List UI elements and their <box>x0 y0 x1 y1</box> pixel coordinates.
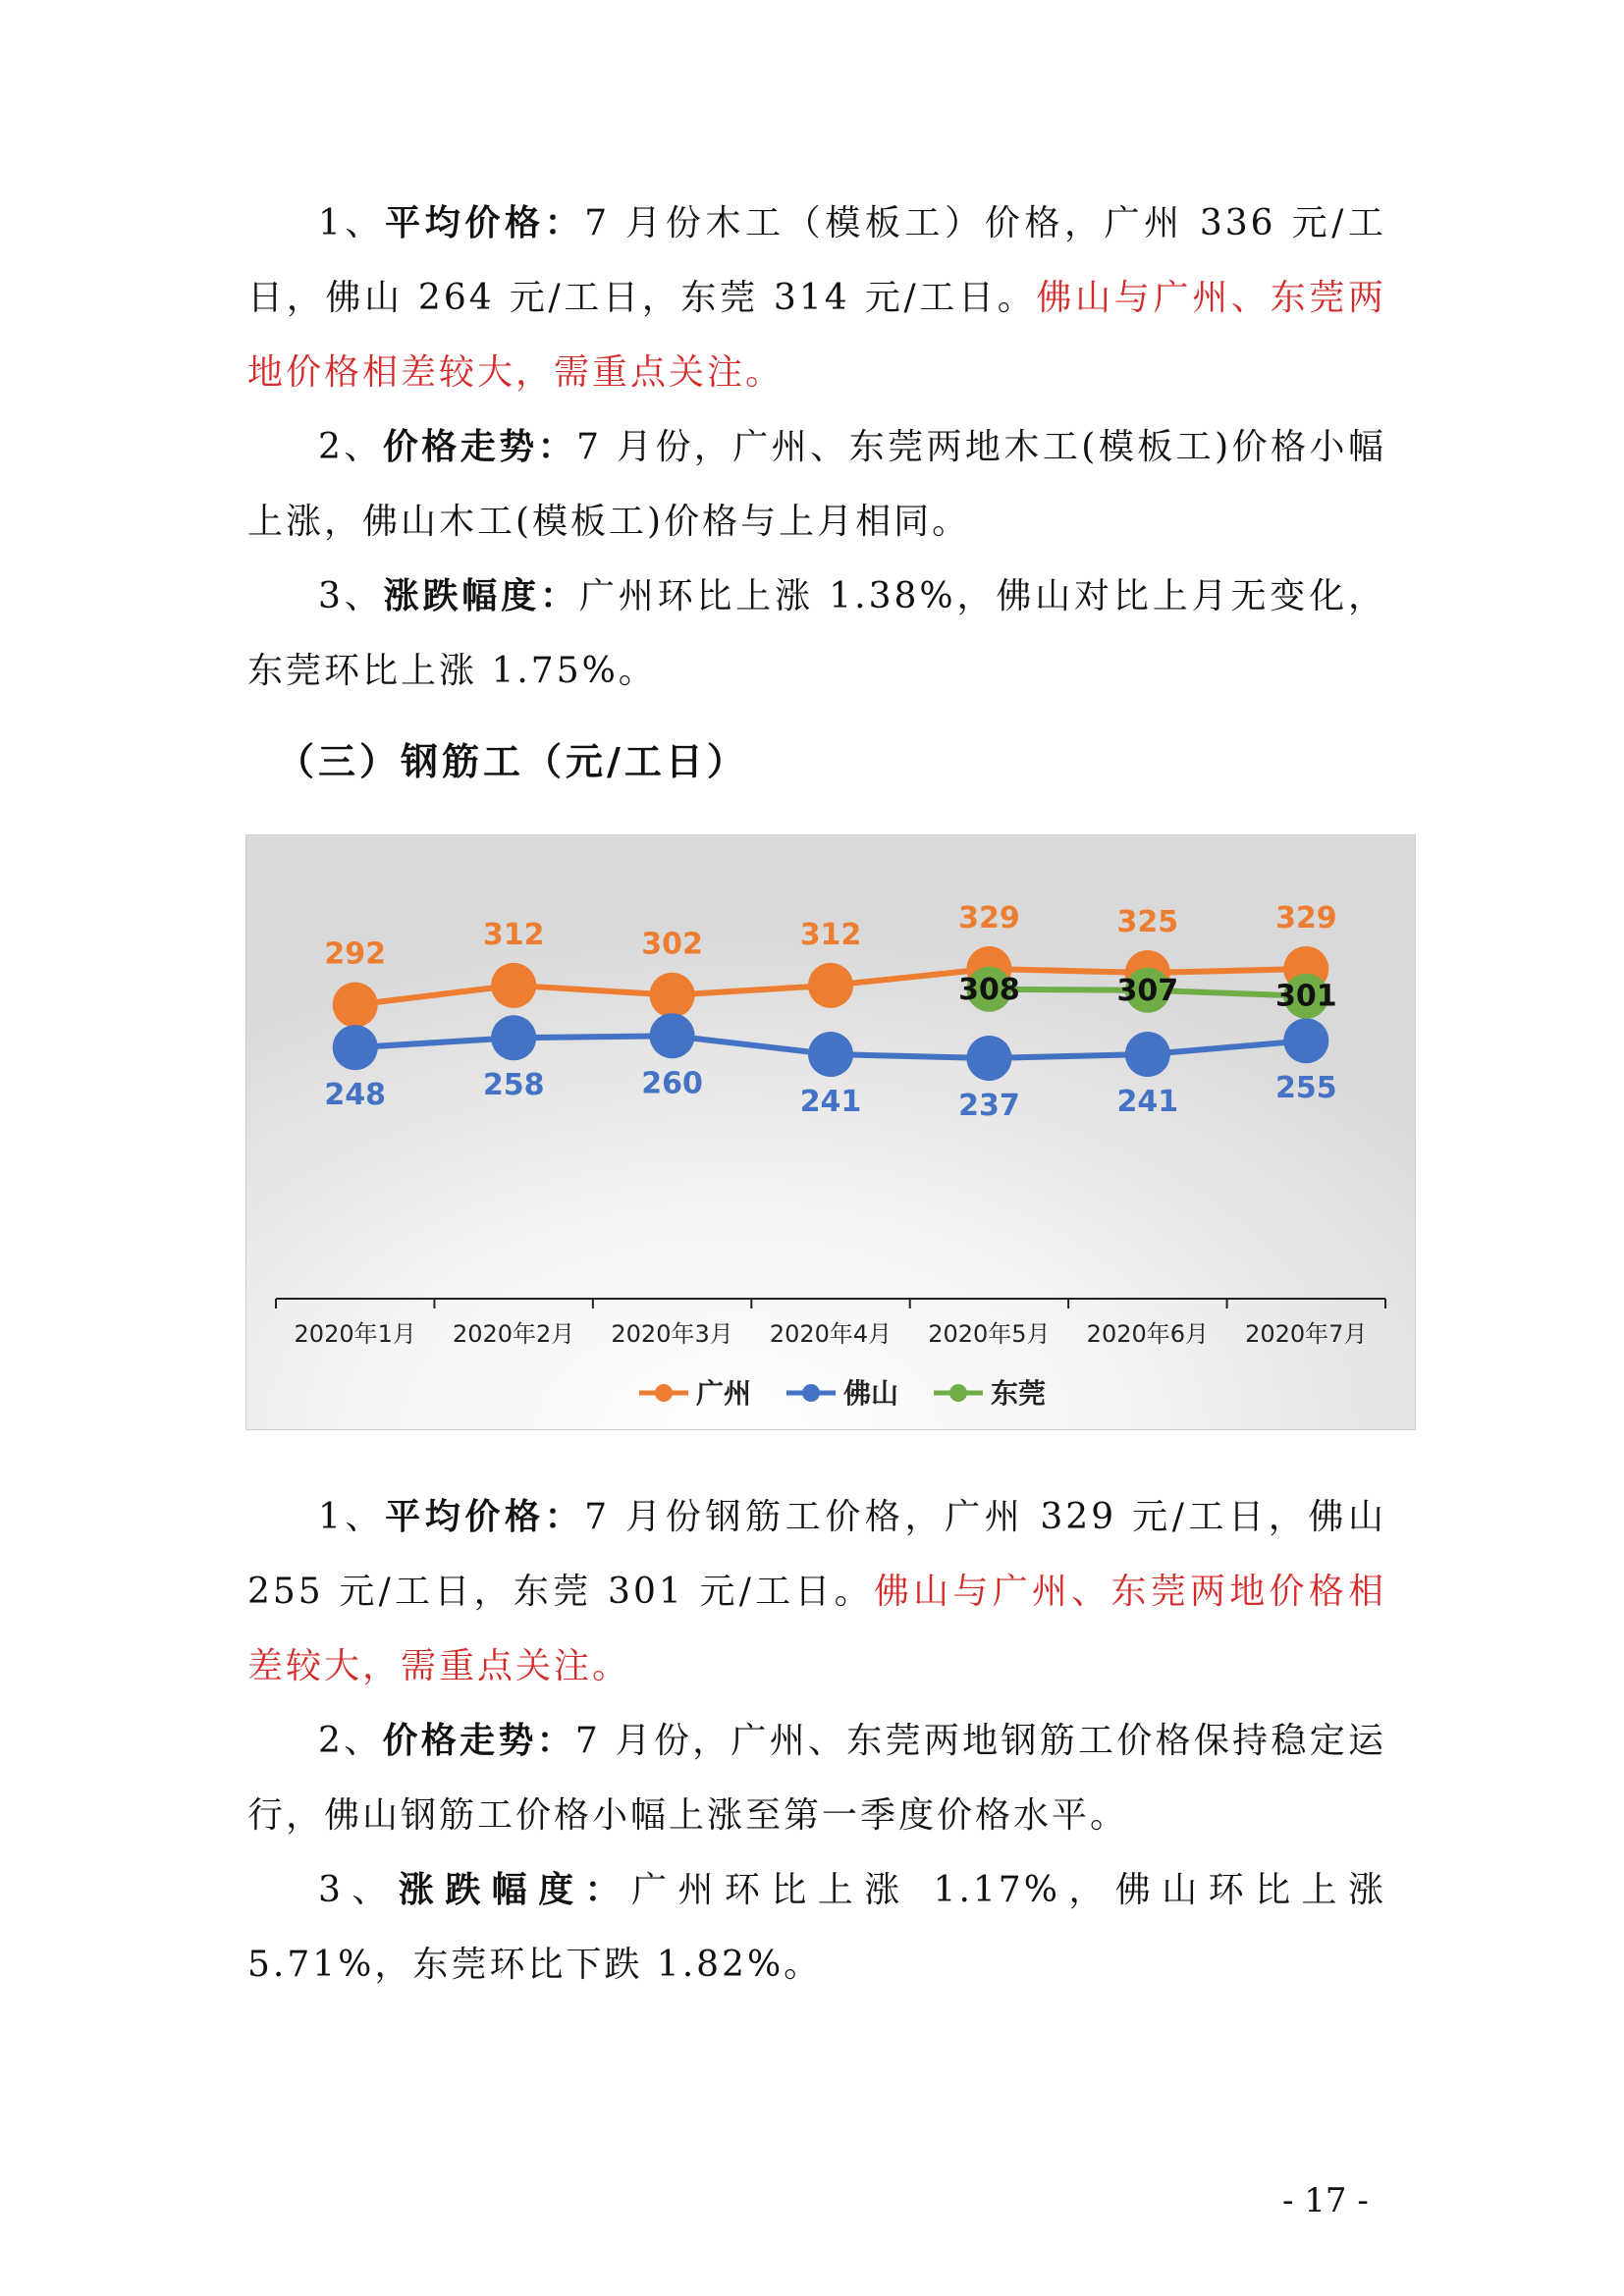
data-label-东莞: 307 <box>1116 973 1179 1008</box>
para-text: 7 月份，广州、东莞两地钢筋工价格保持稳定运行，佛山钢筋工价格小幅上涨至第一季度价格水平。 <box>247 1721 1386 1836</box>
data-label-广州: 302 <box>641 927 703 962</box>
para-label: 价格走势： <box>382 1721 575 1761</box>
data-point-广州 <box>650 973 695 1018</box>
rebar-price-chart <box>245 834 1416 1430</box>
data-label-广州: 329 <box>958 901 1020 935</box>
x-tick-label: 2020年3月 <box>611 1320 733 1348</box>
para-number: 2、 <box>318 1721 383 1761</box>
x-tick-label: 2020年2月 <box>452 1320 575 1348</box>
data-point-佛山 <box>650 1013 695 1058</box>
para-number: 3、 <box>318 1870 399 1910</box>
paragraph-avg-price-rebar <box>247 1480 1386 1704</box>
data-label-佛山: 237 <box>958 1089 1020 1123</box>
x-tick-label: 2020年5月 <box>928 1320 1051 1348</box>
page-number: - 17 - <box>1282 2181 1369 2220</box>
data-label-广州: 325 <box>1116 904 1179 939</box>
x-tick-label: 2020年7月 <box>1245 1320 1368 1348</box>
para-text: 7 月份，广州、东莞两地木工(模板工)价格小幅上涨，佛山木工(模板工)价格与上月相同。 <box>247 427 1386 542</box>
paragraph-change-rebar <box>247 1853 1386 2002</box>
data-label-广州: 329 <box>1274 901 1337 935</box>
data-point-广州 <box>491 963 536 1008</box>
para-number: 1、 <box>318 1497 386 1537</box>
data-label-佛山: 260 <box>641 1066 703 1101</box>
para-text: 广州环比上涨 1.17%，佛山环比上涨 5.71%，东莞环比下跌 1.82%。 <box>247 1870 1386 1985</box>
legend-marker-广州 <box>655 1384 673 1402</box>
paragraph-change-carpenter <box>247 560 1386 709</box>
para-highlight: 佛山与广州、东莞两地价格相差较大，需重点关注。 <box>247 1572 1386 1686</box>
data-point-广州 <box>808 963 853 1008</box>
para-label: 平均价格： <box>385 203 585 243</box>
data-point-广州 <box>333 983 378 1028</box>
data-label-佛山: 241 <box>1116 1085 1179 1120</box>
data-point-佛山 <box>808 1032 853 1077</box>
paragraph-trend-rebar <box>247 1704 1386 1853</box>
para-text: 7 月份钢筋工价格，广州 329 元/工日，佛山 255 元/工日，东莞 301 元/工日。 <box>247 1497 1386 1612</box>
data-point-佛山 <box>1125 1032 1170 1077</box>
x-tick-label: 2020年6月 <box>1086 1320 1210 1348</box>
data-point-佛山 <box>333 1025 378 1070</box>
para-number: 1、 <box>318 203 386 243</box>
legend-label-佛山: 佛山 <box>843 1377 899 1410</box>
paragraph-trend-carpenter <box>247 410 1386 560</box>
para-highlight: 佛山与广州、东莞两地价格相差较大，需重点关注。 <box>247 278 1386 393</box>
data-label-东莞: 308 <box>958 972 1020 1007</box>
legend-marker-东莞 <box>949 1384 967 1402</box>
para-label: 涨跌幅度： <box>398 1870 632 1910</box>
data-point-佛山 <box>491 1015 536 1060</box>
x-tick-label: 2020年4月 <box>769 1320 893 1348</box>
x-tick-label: 2020年1月 <box>294 1320 416 1348</box>
data-label-广州: 292 <box>324 936 387 972</box>
para-number: 3、 <box>318 576 384 616</box>
para-label: 平均价格： <box>385 1497 585 1537</box>
para-label: 价格走势： <box>382 427 577 467</box>
data-label-佛山: 258 <box>482 1068 545 1103</box>
para-number: 2、 <box>318 427 383 467</box>
data-label-广州: 312 <box>482 917 545 952</box>
chart-canvas <box>246 835 1415 1429</box>
data-label-广州: 312 <box>799 917 862 952</box>
section-heading-rebar-worker: （三）钢筋工（元/工日） <box>277 740 748 783</box>
legend-marker-佛山 <box>802 1384 820 1402</box>
data-point-佛山 <box>1283 1018 1328 1063</box>
legend-label-广州: 广州 <box>696 1377 752 1410</box>
data-point-佛山 <box>966 1036 1011 1081</box>
para-label: 涨跌幅度： <box>383 576 579 616</box>
para-text: 7 月份木工（模板工）价格，广州 336 元/工日，佛山 264 元/工日，东莞 314 元/工日。 <box>247 203 1386 318</box>
data-label-佛山: 255 <box>1274 1071 1337 1106</box>
paragraph-avg-price-carpenter <box>247 187 1386 410</box>
data-label-佛山: 248 <box>324 1078 387 1113</box>
data-label-佛山: 241 <box>799 1085 862 1120</box>
data-label-东莞: 301 <box>1274 979 1337 1014</box>
legend-label-东莞: 东莞 <box>991 1377 1047 1410</box>
para-text: 广州环比上涨 1.38%，佛山对比上月无变化，东莞环比上涨 1.75%。 <box>247 576 1386 691</box>
